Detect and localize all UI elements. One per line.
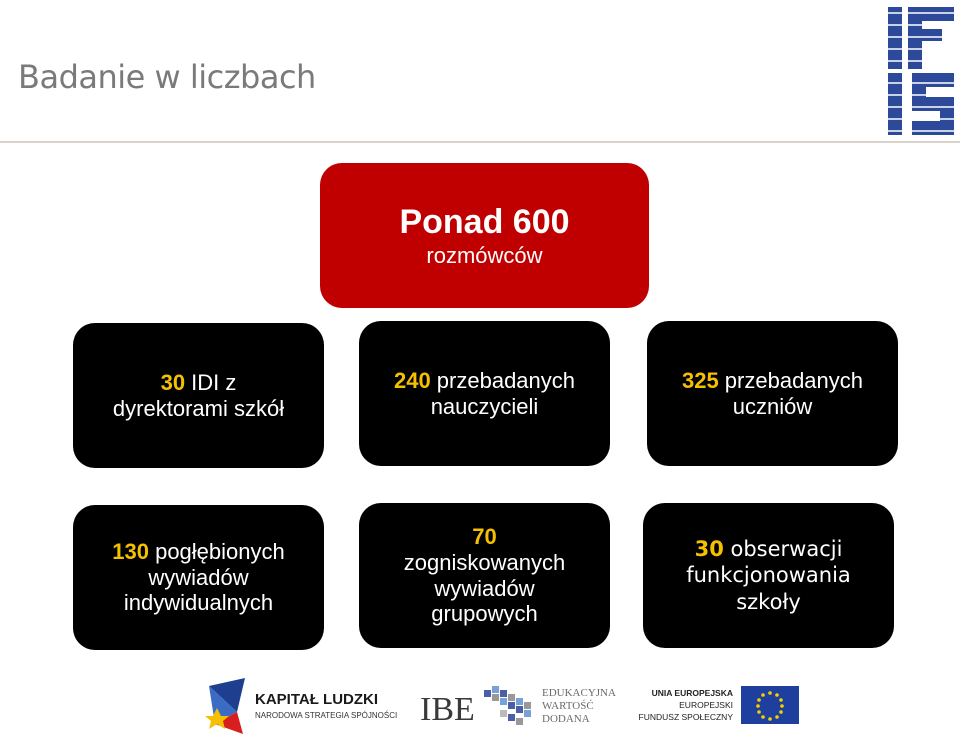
stat-box-focus-groups [359, 503, 610, 648]
eu-flag-icon [741, 686, 799, 724]
stat-text: przebadanych [718, 367, 864, 393]
stat-text: pogłębionych [148, 538, 285, 564]
stat-text: wywiadów [148, 564, 249, 590]
stat-number: 30 [694, 537, 724, 562]
total-value: Ponad 600 [399, 203, 570, 242]
stat-number: 30 [160, 369, 186, 395]
stat-text: dyrektorami szkół [112, 395, 285, 421]
stat-text: obserwacji [723, 537, 843, 562]
eu-logo [638, 686, 805, 731]
stat-number: 240 [393, 367, 431, 393]
eu-line1: UNIA EUROPEJSKA [651, 688, 733, 698]
ibe-name: IBE [420, 691, 475, 728]
stat-text: indywidualnych [123, 590, 274, 616]
kapital-ludzki-name: KAPITAŁ LUDZKI [255, 691, 379, 708]
stat-line [161, 370, 237, 396]
ibe-line2: WARTOŚĆ [542, 700, 594, 712]
stat-text: szkoły [736, 589, 801, 614]
stat-line [112, 539, 285, 565]
total-label: rozmówców [426, 242, 543, 268]
stat-box-individual-interviews [73, 505, 324, 650]
stat-text: IDI z [185, 369, 237, 395]
stat-box-students [647, 321, 898, 466]
stat-line [682, 368, 863, 394]
eu-line2: EUROPEJSKI [679, 700, 733, 710]
ibe-grid-icon [484, 686, 531, 725]
stat-text: nauczycieli [430, 393, 539, 419]
stat-box-idi [73, 323, 324, 468]
stat-text: przebadanych [430, 367, 576, 393]
eu-line3: FUNDUSZ SPOŁECZNY [638, 712, 733, 722]
kapital-ludzki-emblem-icon [205, 678, 405, 736]
stat-text: uczniów [732, 393, 813, 419]
stat-number: 325 [681, 367, 719, 393]
stat-text: grupowych [431, 601, 538, 627]
total-box [320, 163, 649, 308]
stat-box-observations [643, 503, 894, 648]
title-divider [0, 141, 960, 143]
stat-text: zogniskowanych [403, 549, 566, 575]
stat-number: 70 [472, 523, 497, 549]
ibe-line1: EDUKACYJNA [542, 687, 616, 699]
stat-number: 130 [112, 538, 149, 564]
stat-line [695, 536, 843, 562]
kapital-ludzki-logo [205, 678, 405, 741]
slide-title: Badanie w liczbach [18, 58, 316, 96]
stat-text: wywiadów [434, 575, 535, 601]
ibe-logo [420, 682, 620, 735]
stat-line [394, 368, 575, 394]
ifis-logo [884, 3, 958, 139]
kapital-ludzki-sub: NARODOWA STRATEGIA SPÓJNOŚCI [255, 711, 398, 720]
stat-box-teachers [359, 321, 610, 466]
stat-text: funkcjonowania [686, 563, 851, 588]
ibe-line3: DODANA [542, 713, 590, 725]
